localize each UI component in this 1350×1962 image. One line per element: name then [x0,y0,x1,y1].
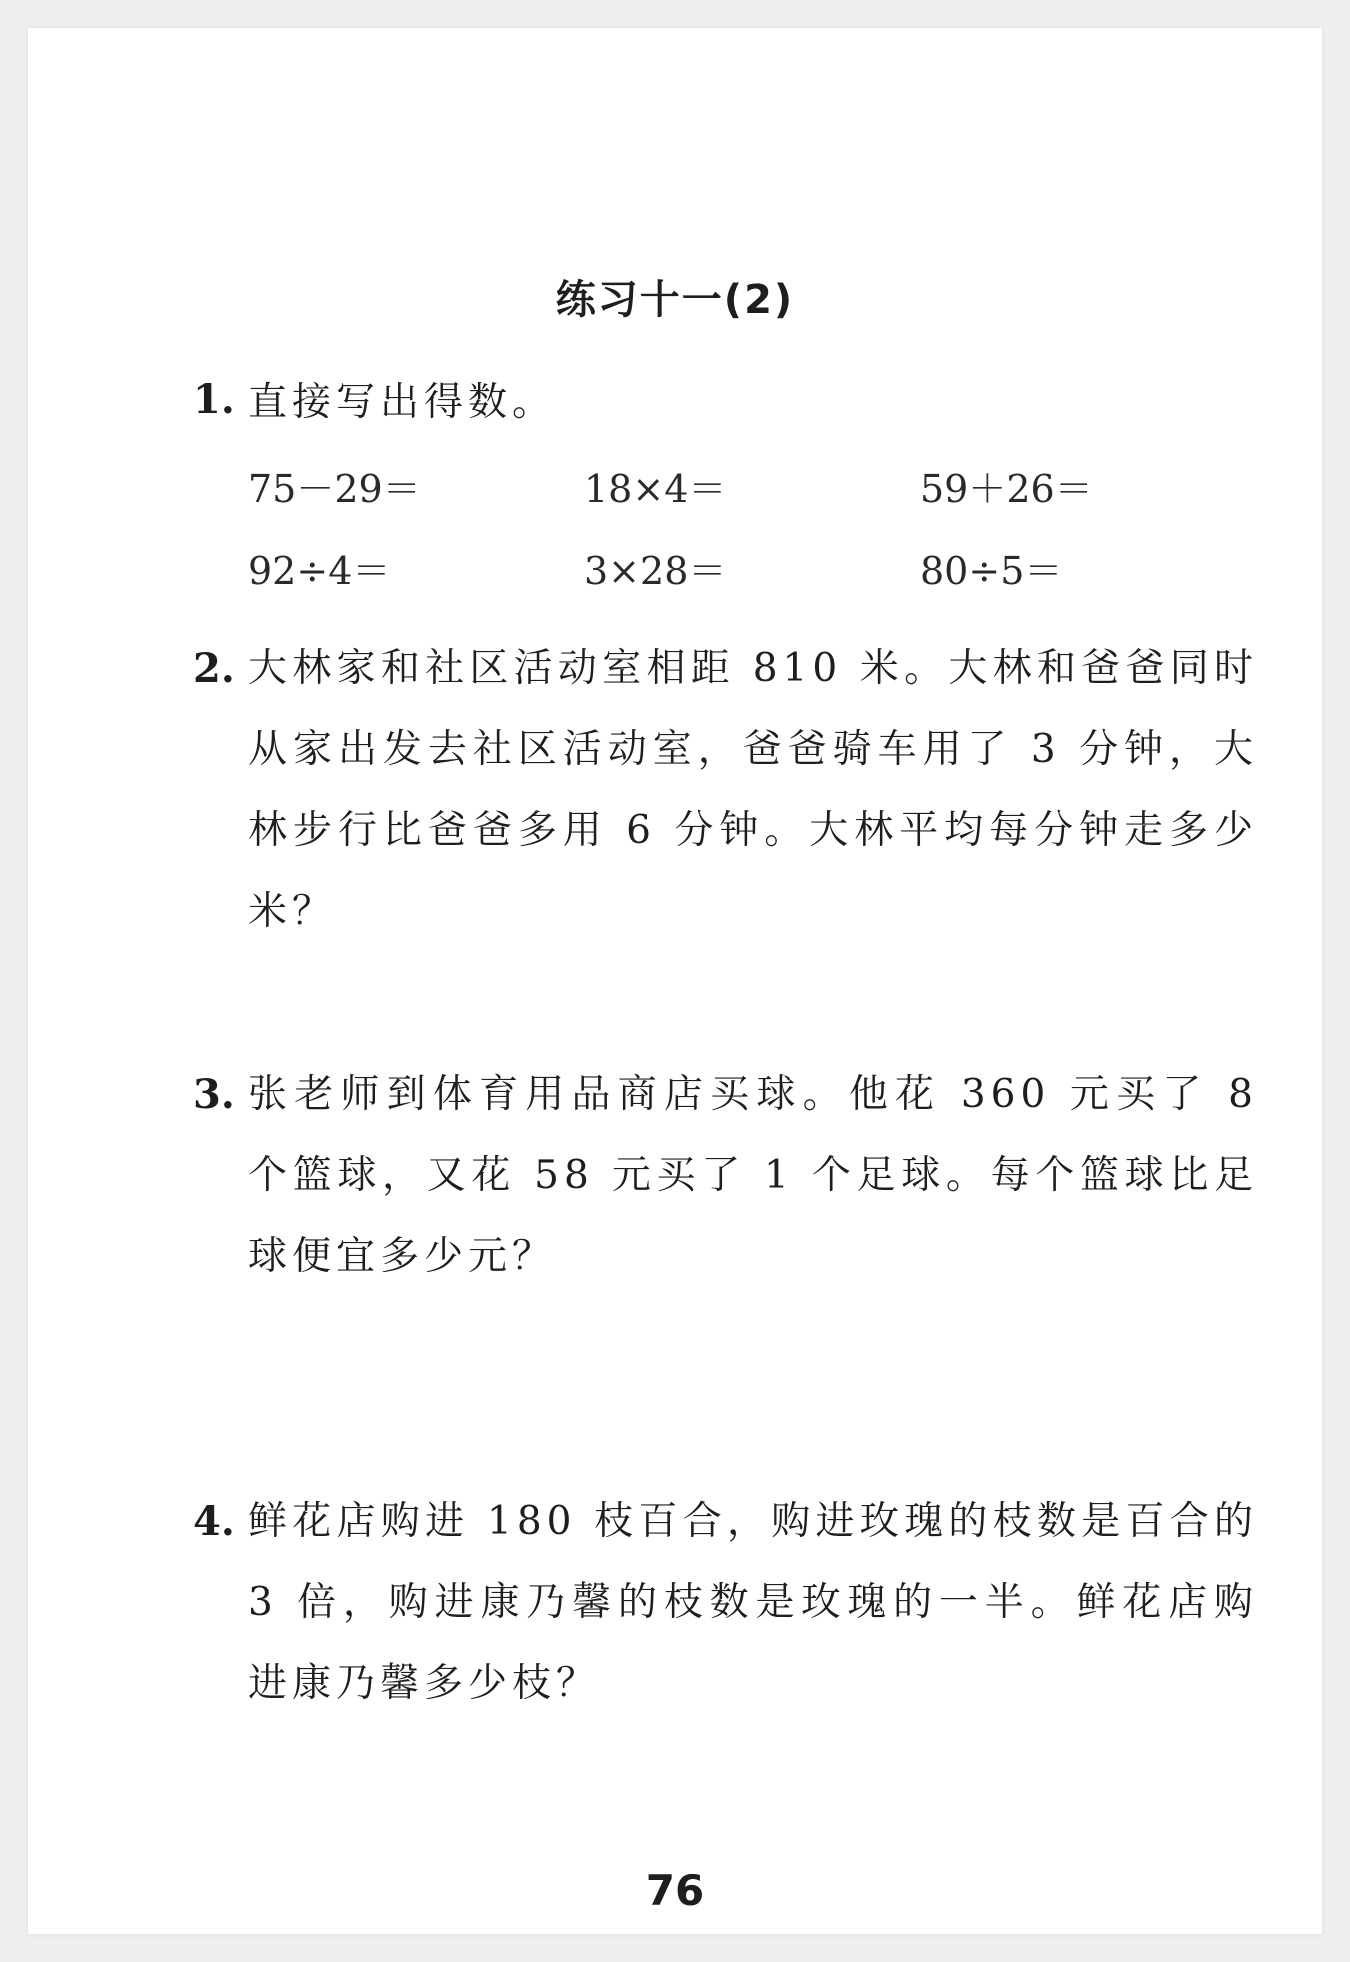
question-3-number: 3. [193,1071,235,1118]
question-1-text: 直接写出得数。 [248,380,557,425]
question-2-text: 大林家和社区活动室相距 810 米。大林和爸爸同时从家出发去社区活动室，爸爸骑车用了 3 分钟，大林步行比爸爸多用 6 分钟。大林平均每分钟走多少米？ [248,646,1258,934]
page-title: 练习十一(2) [555,277,795,323]
page-number: 76 [645,1866,705,1915]
oral-row-1 [248,458,1258,511]
oral-item: 80÷5＝ [920,549,1063,593]
question-4-text: 鲜花店购进 180 枝百合，购进玫瑰的枝数是百合的 3 倍，购进康乃馨的枝数是玫瑰的一半。鲜花店购进康乃馨多少枝？ [248,1499,1258,1706]
worksheet-page [28,28,1322,1934]
oral-item: 75－29＝ [248,467,421,511]
question-4-number: 4. [193,1498,235,1545]
oral-item: 3×28＝ [584,549,727,593]
question-3-text: 张老师到体育用品商店买球。他花 360 元买了 8 个篮球，又花 58 元买了 1 个足球。每个篮球比足球便宜多少元？ [248,1072,1258,1279]
oral-item: 92÷4＝ [248,549,391,593]
question-2-number: 2. [193,645,235,692]
oral-item: 59＋26＝ [920,467,1093,511]
oral-item: 18×4＝ [584,467,727,511]
question-1-number: 1. [193,376,235,423]
oral-row-2 [248,540,1258,593]
